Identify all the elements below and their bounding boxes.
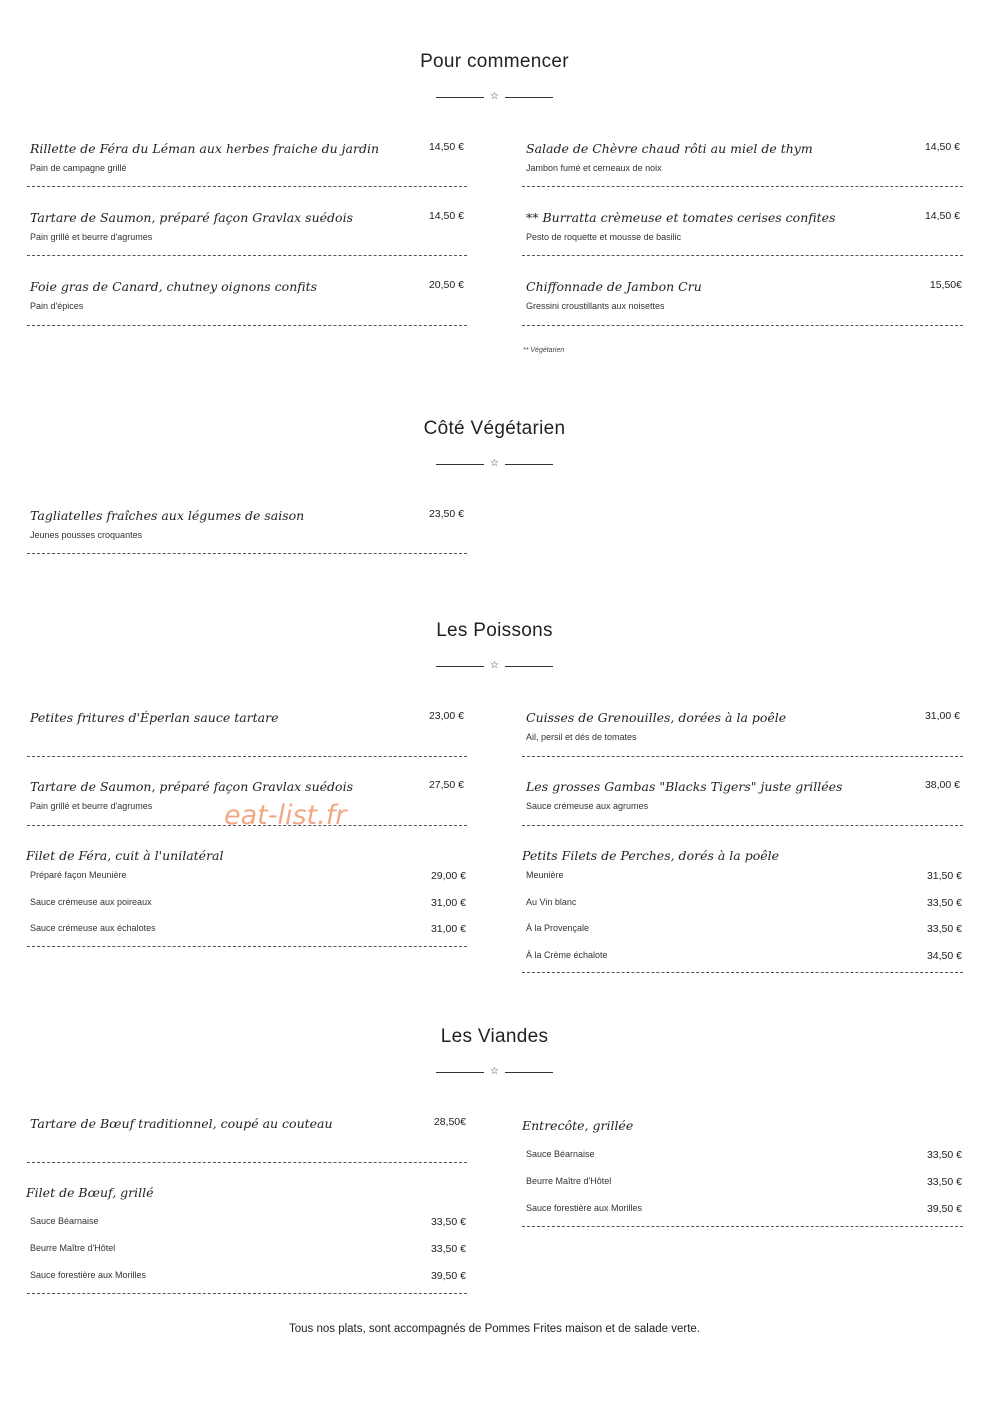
option-label: Sauce forestière aux Morilles [526,1203,643,1213]
section-title-fish: Les Poissons [436,620,553,641]
option-price: 34,50 € [926,950,962,962]
option-label: Sauce forestière aux Morilles [30,1270,147,1280]
dotted-separator [522,972,963,973]
dotted-separator [522,756,963,757]
dish-name: Chiffonnade de Jambon Cru [526,279,702,294]
dish-price: 14,50 € [428,210,464,222]
option-price: 31,50 € [926,870,962,882]
dish-group-title: Entrecôte, grillée [522,1118,634,1133]
vegetarian-note: ** Végétarien [523,347,565,354]
dish-description: Pain de campagne grillé [30,163,127,173]
section-title-vegetarian: Côté Végétarien [423,418,566,439]
dish-group-title: Filet de Bœuf, grillé [26,1185,154,1200]
dish-description: Jambon fumé et cerneaux de noix [526,163,662,173]
dotted-separator [27,553,467,554]
dish-price: 14,50 € [924,141,960,153]
option-label: Sauce Béarnaise [526,1149,595,1159]
option-label: Meunière [526,870,564,880]
dish-name: Tartare de Bœuf traditionnel, coupé au couteau [30,1116,333,1131]
dotted-separator [27,186,467,187]
dotted-separator [522,825,963,826]
option-label: Préparé façon Meunière [30,870,127,880]
dish-name: Les grosses Gambas "Blacks Tigers" juste grillées [526,779,843,794]
option-label: Sauce crémeuse aux poireaux [30,897,152,907]
dish-group-title: Petits Filets de Perches, dorés à la poêle [522,848,780,863]
section-divider [436,1068,553,1078]
dish-name: Tartare de Saumon, préparé façon Gravlax suédois [30,210,353,225]
dish-name: Tagliatelles fraîches aux légumes de saison [30,508,305,523]
dotted-separator [522,186,963,187]
section-divider [436,662,553,672]
section-title-starters: Pour commencer [420,51,569,72]
dish-price: 20,50 € [428,279,464,291]
footer-note: Tous nos plats, sont accompagnés de Pommes Frites maison et de salade verte. [288,1323,700,1335]
option-price: 33,50 € [926,1176,962,1188]
dish-description: Ail, persil et dés de tomates [526,732,637,742]
dish-price: 28,50€ [433,1116,466,1128]
dish-price: 14,50 € [428,141,464,153]
dotted-separator [27,1293,467,1294]
dish-group-title: Filet de Féra, cuit à l'unilatéral [26,848,224,863]
section-divider [436,93,553,103]
dish-name: Rillette de Féra du Léman aux herbes fraiche du jardin [30,141,380,156]
dotted-separator [27,946,467,947]
option-price: 33,50 € [926,897,962,909]
option-label: Au Vin blanc [526,897,577,907]
dish-price: 38,00 € [924,779,960,791]
dish-description: Pain d'épices [30,301,84,311]
option-label: Sauce Béarnaise [30,1216,99,1226]
dish-price: 27,50 € [428,779,464,791]
dotted-separator [27,325,467,326]
dish-price: 31,00 € [924,710,960,722]
dish-description: Pesto de roquette et mousse de basilic [526,232,682,242]
option-label: Beurre Maître d'Hôtel [526,1176,612,1186]
dish-name: Cuisses de Grenouilles, dorées à la poêle [526,710,787,725]
dish-price: 15,50€ [929,279,962,291]
dish-price: 23,00 € [428,710,464,722]
dish-price: 23,50 € [428,508,464,520]
section-divider [436,460,553,470]
dotted-separator [27,1162,467,1163]
option-price: 33,50 € [430,1216,466,1228]
dish-name: Salade de Chèvre chaud rôti au miel de thym [526,141,813,156]
option-label: À la Crème échalote [526,950,608,960]
star-icon: ☆ [490,91,499,102]
section-title-meat: Les Viandes [440,1026,549,1047]
star-icon: ☆ [490,458,499,469]
option-price: 31,00 € [430,923,466,935]
dish-description: Pain grillé et beurre d'agrumes [30,232,153,242]
dish-description: Pain grillé et beurre d'agrumes [30,801,153,811]
dish-name: Petites fritures d'Éperlan sauce tartare [30,710,279,725]
option-price: 29,00 € [430,870,466,882]
dish-price: 14,50 € [924,210,960,222]
dish-description: Jeunes pousses croquantes [30,530,143,540]
option-label: À la Provençale [526,923,590,933]
dish-name: ** Burratta crèmeuse et tomates cerises confites [526,210,836,225]
option-price: 33,50 € [430,1243,466,1255]
option-label: Beurre Maître d'Hôtel [30,1243,116,1253]
option-price: 39,50 € [926,1203,962,1215]
option-label: Sauce crémeuse aux échalotes [30,923,156,933]
option-price: 33,50 € [926,1149,962,1161]
dish-description: Gressini croustillants aux noisettes [526,301,665,311]
dotted-separator [522,255,963,256]
dotted-separator [522,325,963,326]
dotted-separator [27,255,467,256]
dish-description: Sauce crémeuse aux agrumes [526,801,649,811]
dish-name: Tartare de Saumon, préparé façon Gravlax suédois [30,779,353,794]
option-price: 33,50 € [926,923,962,935]
watermark: eat-list.fr [224,800,347,831]
star-icon: ☆ [490,1066,499,1077]
dotted-separator [27,756,467,757]
option-price: 31,00 € [430,897,466,909]
star-icon: ☆ [490,660,499,671]
dotted-separator [522,1226,963,1227]
dish-name: Foie gras de Canard, chutney oignons confits [30,279,318,294]
option-price: 39,50 € [430,1270,466,1282]
